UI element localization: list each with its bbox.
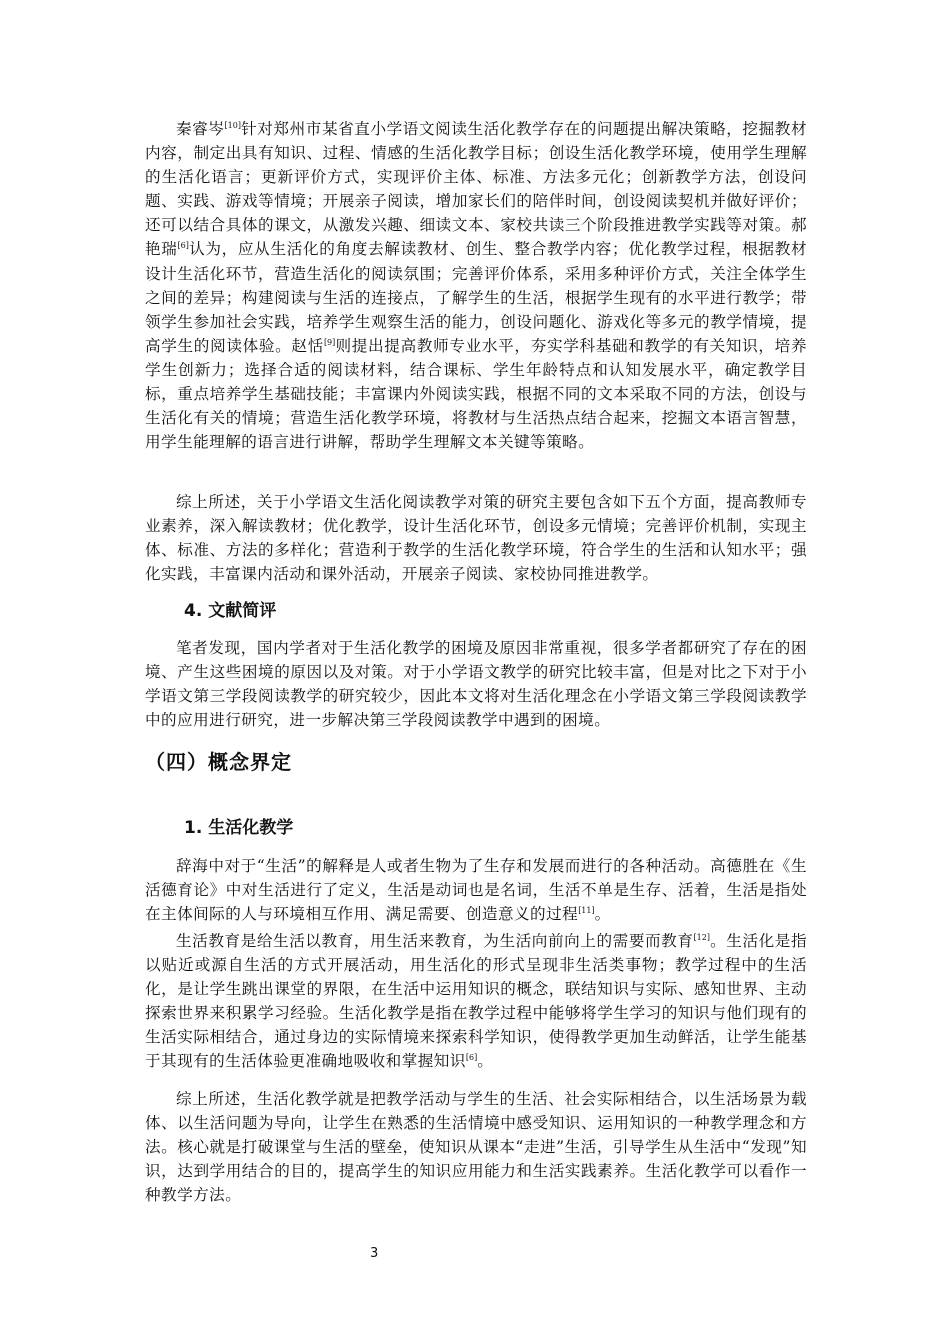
text-run: 。 xyxy=(477,1052,494,1071)
paragraph-definition-life xyxy=(145,854,807,926)
citation: [12] xyxy=(693,932,710,942)
text-run: 生活教育是给生活以教育，用生活来教育，为生活向前向上的需要而教育 xyxy=(176,932,694,950)
citation: [10] xyxy=(224,120,241,130)
paragraph-strategies xyxy=(145,117,807,454)
heading-lit-review: 4. 文献简评 xyxy=(184,601,277,621)
paragraph-life-education xyxy=(145,929,807,1074)
text-run: 。生活化是指以贴近或源自生活的方式开展活动，用生活化的形式呈现非生活类事物；教学过程中的生活化，是让学生跳出课堂的界限，在生活中运用知识的概念，联结知识与实际、感知世界、主动探索世界来积累学习经验。生活化教学是指在教学过程中能够将学生学习的知识与他们现有的生活实际相结合，通过身边的实际情境来探索科学知识，使得教学更加生动鲜活，让学生能基于其现有的生活体验更准确地吸收和掌握知识 xyxy=(145,932,808,1071)
subsection-heading: 1. 生活化教学 xyxy=(184,818,294,838)
citation: [11] xyxy=(578,906,595,915)
paragraph-summary: 综上所述，关于小学语文生活化阅读教学对策的研究主要包含如下五个方面，提高教师专业素养，深入解读教材；优化教学，设计生活化环节，创设多元情境；完善评价机制，实现主体、标准、方法的多样化；营造利于教学的生活化教学环境，符合学生的生活和认知水平；强化实践，丰富课内活动和课外活动，开展亲子阅读、家校协同推进教学。 xyxy=(145,493,807,584)
text-run: 认为，应从生活化的角度去解读教材、创生、整合教学内容；优化教学过程，根据教材设计生活化环节，营造生活化的阅读氛围；完善评价体系，采用多种评价方式，关注全体学生之间的差异；构建阅读与生活的连接点，了解学生的生活，根据学生现有的水平进行教学；带领学生参加社会实践，培养学生观察生活的能力，创设问题化、游戏化等多元的教学情境，提高学生的阅读体验。赵恬 xyxy=(145,240,807,355)
text-run: 辞海中对于“生活”的解释是人或者生物为了生存和发展而进行的各种活动。高德胜在《生活德育论》中对生活进行了定义，生活是动词也是名词，生活不单是生存、活着，生活是指处在主体间际的人与环境相互作用、满足需要、创造意义的过程 xyxy=(145,857,807,924)
paragraph-comment: 笔者发现，国内学者对于生活化教学的困境及原因非常重视，很多学者都研究了存在的困境、产生这些困境的原因以及对策。对于小学语文教学的研究比较丰富，但是对比之下对于小学语文第三学段阅读教学的研究较少，因此本文将对生活化理念在小学语文第三学段阅读教学中的应用进行研究，进一步解决第三学段阅读教学中遇到的困境。 xyxy=(145,639,807,730)
text-run: 针对郑州市某省直小学语文阅读生活化教学存在的问题提出解决策略，挖掘教材内容，制定出具有知识、过程、情感的生活化教学目标；创设生活化教学环境，使用学生理解的生活化语言；更新评价方式，实现评价主体、标准、方法多元化；创新教学方法，创设问题、实践、游戏等情境；开展亲子阅读，增加家长们的陪伴时间，创设阅读契机并做好评价；还可以结合具体的课文，从激发兴趣、细读文本、家校共读三个阶段推进教学实践等对策。郝艳瑞 xyxy=(145,120,807,259)
citation: [9] xyxy=(323,337,336,347)
section-heading: （四）概念界定 xyxy=(145,750,292,774)
text-run: 则提出提高教师专业水平，夯实学科基础和教学的有关知识，培养学生创新力；选择合适的阅读材料，结合课标、学生年龄特点和认知发展水平，确定教学目标，重点培养学生基础技能；丰富课内外阅读实践，根据不同的文本采取不同的方法，创设与生活化有关的情境；营造生活化教学环境，将教材与生活热点结合起来，挖掘文本语言智慧，用学生能理解的语言进行讲解，帮助学生理解文本关键等策略。 xyxy=(145,336,807,452)
text-run: 秦睿岑 xyxy=(176,120,225,138)
citation: [6] xyxy=(177,241,189,251)
text-run: 。 xyxy=(594,905,611,924)
citation: [6] xyxy=(465,1053,478,1063)
paragraph-conclusion: 综上所述，生活化教学就是把教学活动与学生的生活、社会实际相结合，以生活场景为载体、以生活问题为导向，让学生在熟悉的生活情境中感受知识、运用知识的一种教学理念和方法。核心就是打破课堂与生活的壁垒，使知识从课本“走进”生活，引导学生从生活中“发现”知识，达到学用结合的目的，提高学生的知识应用能力和生活实践素养。生活化教学可以看作一种教学方法。 xyxy=(145,1090,807,1205)
page-number: 3 xyxy=(370,1246,379,1261)
